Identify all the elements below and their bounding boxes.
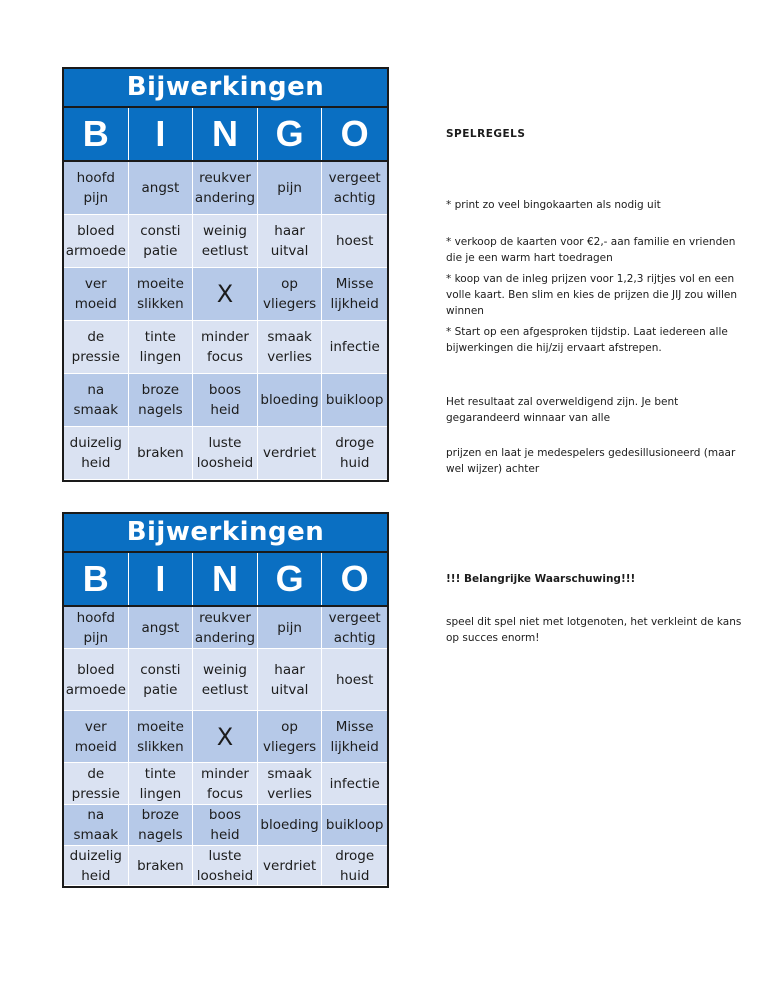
bingo-row <box>64 374 387 427</box>
bingo-row <box>64 162 387 215</box>
result-text-2: prijzen en laat je medespelers gedesillusioneerd (maar wel wijzer) achter <box>446 447 736 475</box>
bingo-cell: tinte lingen <box>129 321 194 374</box>
bingo-cell: pijn <box>258 607 323 649</box>
bingo-cell: broze nagels <box>129 805 194 846</box>
bingo-cell: bloeding <box>258 374 323 427</box>
bingo-row <box>64 649 387 711</box>
bingo-cell: reukver andering <box>193 162 258 215</box>
bingo-letters <box>64 108 387 162</box>
bingo-cell: op vliegers <box>258 711 323 763</box>
bingo-cell: na smaak <box>64 805 129 846</box>
bingo-cell: reukver andering <box>193 607 258 649</box>
letter-b: B <box>64 108 129 160</box>
bingo-row <box>64 607 387 649</box>
bingo-cell: pijn <box>258 162 323 215</box>
bingo-row <box>64 268 387 321</box>
bingo-cell: luste loosheid <box>193 427 258 480</box>
rule-item: * Start op een afgesproken tijdstip. Laat iedereen alle bijwerkingen die hij/zij ervaart afstrepen. <box>446 326 728 354</box>
bingo-row <box>64 321 387 374</box>
bingo-cell: braken <box>129 846 194 886</box>
free-cell: X <box>193 711 258 763</box>
bingo-cell: verdriet <box>258 427 323 480</box>
bingo-cell: tinte lingen <box>129 763 194 805</box>
letter-n: N <box>193 553 258 605</box>
bingo-cell: ver moeid <box>64 711 129 763</box>
bingo-cell: minder focus <box>193 321 258 374</box>
bingo-cell: bloed armoede <box>64 215 129 268</box>
bingo-cell: boos heid <box>193 374 258 427</box>
bingo-cell: verdriet <box>258 846 323 886</box>
bingo-cell: na smaak <box>64 374 129 427</box>
bingo-row <box>64 711 387 763</box>
bingo-cell: op vliegers <box>258 268 323 321</box>
bingo-cell: vergeet achtig <box>322 162 387 215</box>
bingo-cell: weinig eetlust <box>193 215 258 268</box>
bingo-letters <box>64 553 387 607</box>
letter-b: B <box>64 553 129 605</box>
bingo-row <box>64 846 387 886</box>
bingo-cell: hoest <box>322 649 387 711</box>
rule-item: * print zo veel bingokaarten als nodig uit <box>446 199 661 211</box>
letter-o: O <box>322 108 387 160</box>
bingo-cell: consti patie <box>129 649 194 711</box>
bingo-cell: ver moeid <box>64 268 129 321</box>
bingo-cell: moeite slikken <box>129 268 194 321</box>
bingo-cell: smaak verlies <box>258 321 323 374</box>
warning-heading: !!! Belangrijke Waarschuwing!!! <box>446 573 636 585</box>
bingo-cell: haar uitval <box>258 215 323 268</box>
letter-o: O <box>322 553 387 605</box>
bingo-cell: vergeet achtig <box>322 607 387 649</box>
letter-g: G <box>258 108 323 160</box>
bingo-cell: consti patie <box>129 215 194 268</box>
rules-heading: SPELREGELS <box>446 128 526 140</box>
bingo-cell: braken <box>129 427 194 480</box>
letter-i: I <box>129 108 194 160</box>
bingo-cell: weinig eetlust <box>193 649 258 711</box>
rule-item: * verkoop de kaarten voor €2,- aan familie en vrienden die je een warm hart toedragen <box>446 236 736 264</box>
bingo-cell: luste loosheid <box>193 846 258 886</box>
bingo-cell: duizelig heid <box>64 846 129 886</box>
bingo-cell: bloed armoede <box>64 649 129 711</box>
bingo-cell: hoofd pijn <box>64 162 129 215</box>
bingo-cell: bloeding <box>258 805 323 846</box>
bingo-cell: Misse lijkheid <box>322 711 387 763</box>
bingo-row <box>64 215 387 268</box>
bingo-cell: droge huid <box>322 427 387 480</box>
bingo-row <box>64 805 387 846</box>
letter-i: I <box>129 553 194 605</box>
letter-n: N <box>193 108 258 160</box>
bingo-grid <box>64 607 387 886</box>
card-title: Bijwerkingen <box>64 514 387 553</box>
bingo-grid <box>64 162 387 480</box>
bingo-cell: haar uitval <box>258 649 323 711</box>
result-text: Het resultaat zal overweldigend zijn. Je bent gegarandeerd winnaar van alle <box>446 396 679 424</box>
bingo-cell: smaak verlies <box>258 763 323 805</box>
card-title: Bijwerkingen <box>64 69 387 108</box>
bingo-cell: angst <box>129 162 194 215</box>
warning-text: speel dit spel niet met lotgenoten, het verkleint de kans op succes enorm! <box>446 616 742 644</box>
bingo-cell: angst <box>129 607 194 649</box>
bingo-cell: broze nagels <box>129 374 194 427</box>
bingo-cell: hoofd pijn <box>64 607 129 649</box>
bingo-cell: infectie <box>322 763 387 805</box>
bingo-cell: moeite slikken <box>129 711 194 763</box>
bingo-row <box>64 427 387 480</box>
bingo-cell: infectie <box>322 321 387 374</box>
bingo-cell: minder focus <box>193 763 258 805</box>
bingo-card-1 <box>62 67 389 482</box>
bingo-cell: hoest <box>322 215 387 268</box>
bingo-cell: de pressie <box>64 321 129 374</box>
bingo-cell: buikloop <box>322 374 387 427</box>
bingo-cell: Misse lijkheid <box>322 268 387 321</box>
bingo-cell: boos heid <box>193 805 258 846</box>
bingo-card-2 <box>62 512 389 888</box>
letter-g: G <box>258 553 323 605</box>
bingo-cell: de pressie <box>64 763 129 805</box>
bingo-cell: duizelig heid <box>64 427 129 480</box>
bingo-cell: droge huid <box>322 846 387 886</box>
rule-item: * koop van de inleg prijzen voor 1,2,3 rijtjes vol en een volle kaart. Ben slim en kies de prijzen die JIJ zou willen winnen <box>446 273 738 317</box>
bingo-cell: buikloop <box>322 805 387 846</box>
free-cell: X <box>193 268 258 321</box>
bingo-row <box>64 763 387 805</box>
